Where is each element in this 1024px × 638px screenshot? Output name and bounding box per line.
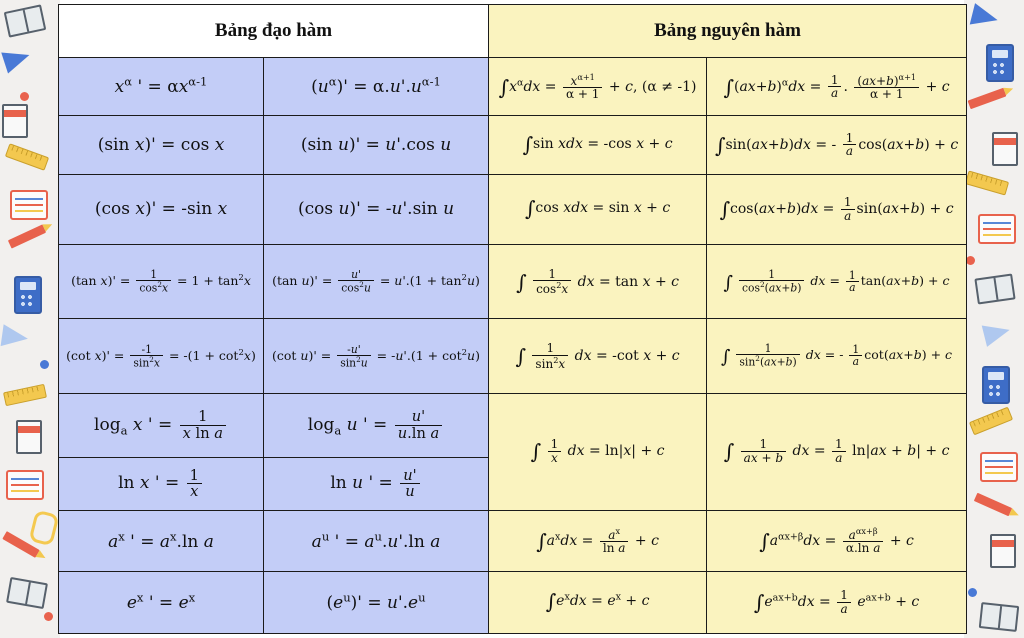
calculator-icon	[14, 276, 42, 314]
integral-exp-a-axb: $\int a^{\alpha x+\beta}dx$ = $\frac{a^{\alpha x+\beta}}{\text{α.ln a}}$ + c	[707, 510, 967, 572]
table-row	[59, 58, 967, 116]
book-icon	[4, 4, 47, 37]
integral-csc2-axb: ∫ $\frac{1}{\sin^2(ax+b)}$ dx = - $\frac{1}{a}$ cot(ax+b) + c	[707, 319, 967, 393]
integral-sin-axb: ∫sin(ax+b)dx = - $\frac{1}{a}$ cos(ax+b) + c	[707, 116, 967, 174]
integral-power-x: $\int x^\alpha dx$ = $\frac{x^{\alpha+1}}{\alpha + 1}$ + c, (α ≠ -1)	[489, 58, 707, 116]
dot-icon	[966, 256, 975, 265]
derivative-tan-u: (tan u)' = $\frac{u'}{\cos^2u}$ = $u'.(1 + \tan^2u)$	[264, 245, 489, 319]
book-icon	[6, 577, 48, 609]
derivative-table-title: Bảng đạo hàm	[59, 5, 489, 58]
decorative-strip-right	[964, 0, 1024, 638]
integral-one-over-axb: ∫ $\frac{1}{ax + b}$ dx = $\frac{1}{a}$ ln|ax + b| + c	[707, 393, 967, 510]
derivative-cos-x: (cos x)' = -sin x	[59, 174, 264, 244]
table-row	[59, 116, 967, 174]
integral-power-axb: $\int(ax+b)^\alpha dx$ = $\frac{1}{a}$ . $\frac{(ax+b)^{\alpha+1}}{\alpha + 1}$ + c	[707, 58, 967, 116]
pencil-icon	[974, 493, 1012, 517]
ruler-icon	[5, 143, 49, 171]
integral-exp-a-x: $\int a^xdx$ = $\frac{a^x}{\text{ln a}}$ + c	[489, 510, 707, 572]
derivative-ln-u: ln u ' = $\frac{u'}{u}$	[264, 457, 489, 510]
table-row	[59, 174, 967, 244]
dot-icon	[20, 92, 29, 101]
derivative-tan-x: (tan x)' = $\frac{1}{\cos^2x}$ = $1 + \tan^2x$	[59, 245, 264, 319]
pencil-icon	[968, 88, 1007, 109]
table-row	[59, 245, 967, 319]
notebook-icon	[992, 132, 1018, 166]
dot-icon	[40, 360, 49, 369]
integral-sin-x: ∫sin xdx = -cos x + c	[489, 116, 707, 174]
table-row	[59, 319, 967, 393]
derivative-exp-a-u: $a^u$ ' = $a^u.u'.\ln$ a	[264, 510, 489, 572]
paper-plane-icon	[982, 319, 1013, 347]
pencil-icon	[8, 224, 46, 248]
integral-table-title: Bảng nguyên hàm	[489, 5, 967, 58]
derivative-cot-x: (cot x)' = $\frac{-1}{\sin^2x}$ = $-(1 + \cot^2x)$	[59, 319, 264, 393]
calculator-icon	[982, 366, 1010, 404]
integral-cos-x: ∫cos xdx = sin x + c	[489, 174, 707, 244]
integral-csc2-x: ∫ $\frac{1}{\sin^2x}$ dx = -cot x + c	[489, 319, 707, 393]
derivative-sin-x: (sin x)' = cos x	[59, 116, 264, 174]
table-row	[59, 510, 967, 572]
dot-icon	[44, 612, 53, 621]
derivative-log-x: $\log_a x$ ' = $\frac{1}{\text{x ln a}}$	[59, 393, 264, 457]
paper-plane-icon	[1, 45, 33, 74]
derivative-log-u: $\log_a u$ ' = $\frac{u'}{\text{u.ln a}}$	[264, 393, 489, 457]
abacus-icon	[980, 452, 1018, 482]
ruler-icon	[969, 407, 1013, 436]
derivative-exp-e-x: $e^x$ ' = $e^x$	[59, 572, 264, 634]
dot-icon	[968, 588, 977, 597]
abacus-icon	[978, 214, 1016, 244]
derivative-power-u: $(u^\alpha)' = \alpha.u'.u^{\alpha-1}$	[264, 58, 489, 116]
decorative-strip-left	[0, 0, 60, 638]
ruler-icon	[965, 170, 1009, 195]
integral-exp-e-x: $\int e^xdx = e^x + c$	[489, 572, 707, 634]
abacus-icon	[6, 470, 44, 500]
derivative-cos-u: (cos u)' = -u'.sin u	[264, 174, 489, 244]
integral-exp-e-axb: $\int e^{ax+b}dx$ = $\frac{1}{a}$ $e^{ax+b} + c$	[707, 572, 967, 634]
integral-sec2-x: ∫ $\frac{1}{\cos^2x}$ dx = tan x + c	[489, 245, 707, 319]
derivative-exp-a-x: $a^x$ ' = $a^x.\ln$ a	[59, 510, 264, 572]
table-row	[59, 572, 967, 634]
notebook-icon	[2, 104, 28, 138]
paper-plane-icon	[1, 324, 30, 349]
derivative-power-x: $x^\alpha$ ' = $\alpha x^{\alpha-1}$	[59, 58, 264, 116]
derivative-ln-x: ln x ' = $\frac{1}{x}$	[59, 457, 264, 510]
calculator-icon	[986, 44, 1014, 82]
paperclip-icon	[28, 510, 59, 547]
integral-sec2-axb: ∫ $\frac{1}{\cos^2(ax+b)}$ dx = $\frac{1}{a}$ tan(ax+b) + c	[707, 245, 967, 319]
derivative-sin-u: (sin u)' = u'.cos u	[264, 116, 489, 174]
notebook-icon	[16, 420, 42, 454]
formula-tables	[58, 4, 966, 634]
table-header-row	[59, 5, 967, 58]
derivative-exp-e-u: $(e^u)' = u'.e^u$	[264, 572, 489, 634]
integral-one-over-x: ∫ $\frac{1}{x}$ dx = ln|x| + c	[489, 393, 707, 510]
table-row	[59, 393, 967, 457]
integral-cos-axb: ∫cos(ax+b)dx = $\frac{1}{a}$ sin(ax+b) + c	[707, 174, 967, 244]
derivative-cot-u: (cot u)' = $\frac{-u'}{\sin^2u}$ = $-u'.(1 + \cot^2u)$	[264, 319, 489, 393]
paper-plane-icon	[970, 3, 1001, 31]
derivative-integral-table	[58, 4, 967, 634]
book-icon	[979, 602, 1020, 632]
notebook-icon	[990, 534, 1016, 568]
abacus-icon	[10, 190, 48, 220]
book-icon	[974, 273, 1015, 304]
ruler-icon	[3, 384, 47, 406]
